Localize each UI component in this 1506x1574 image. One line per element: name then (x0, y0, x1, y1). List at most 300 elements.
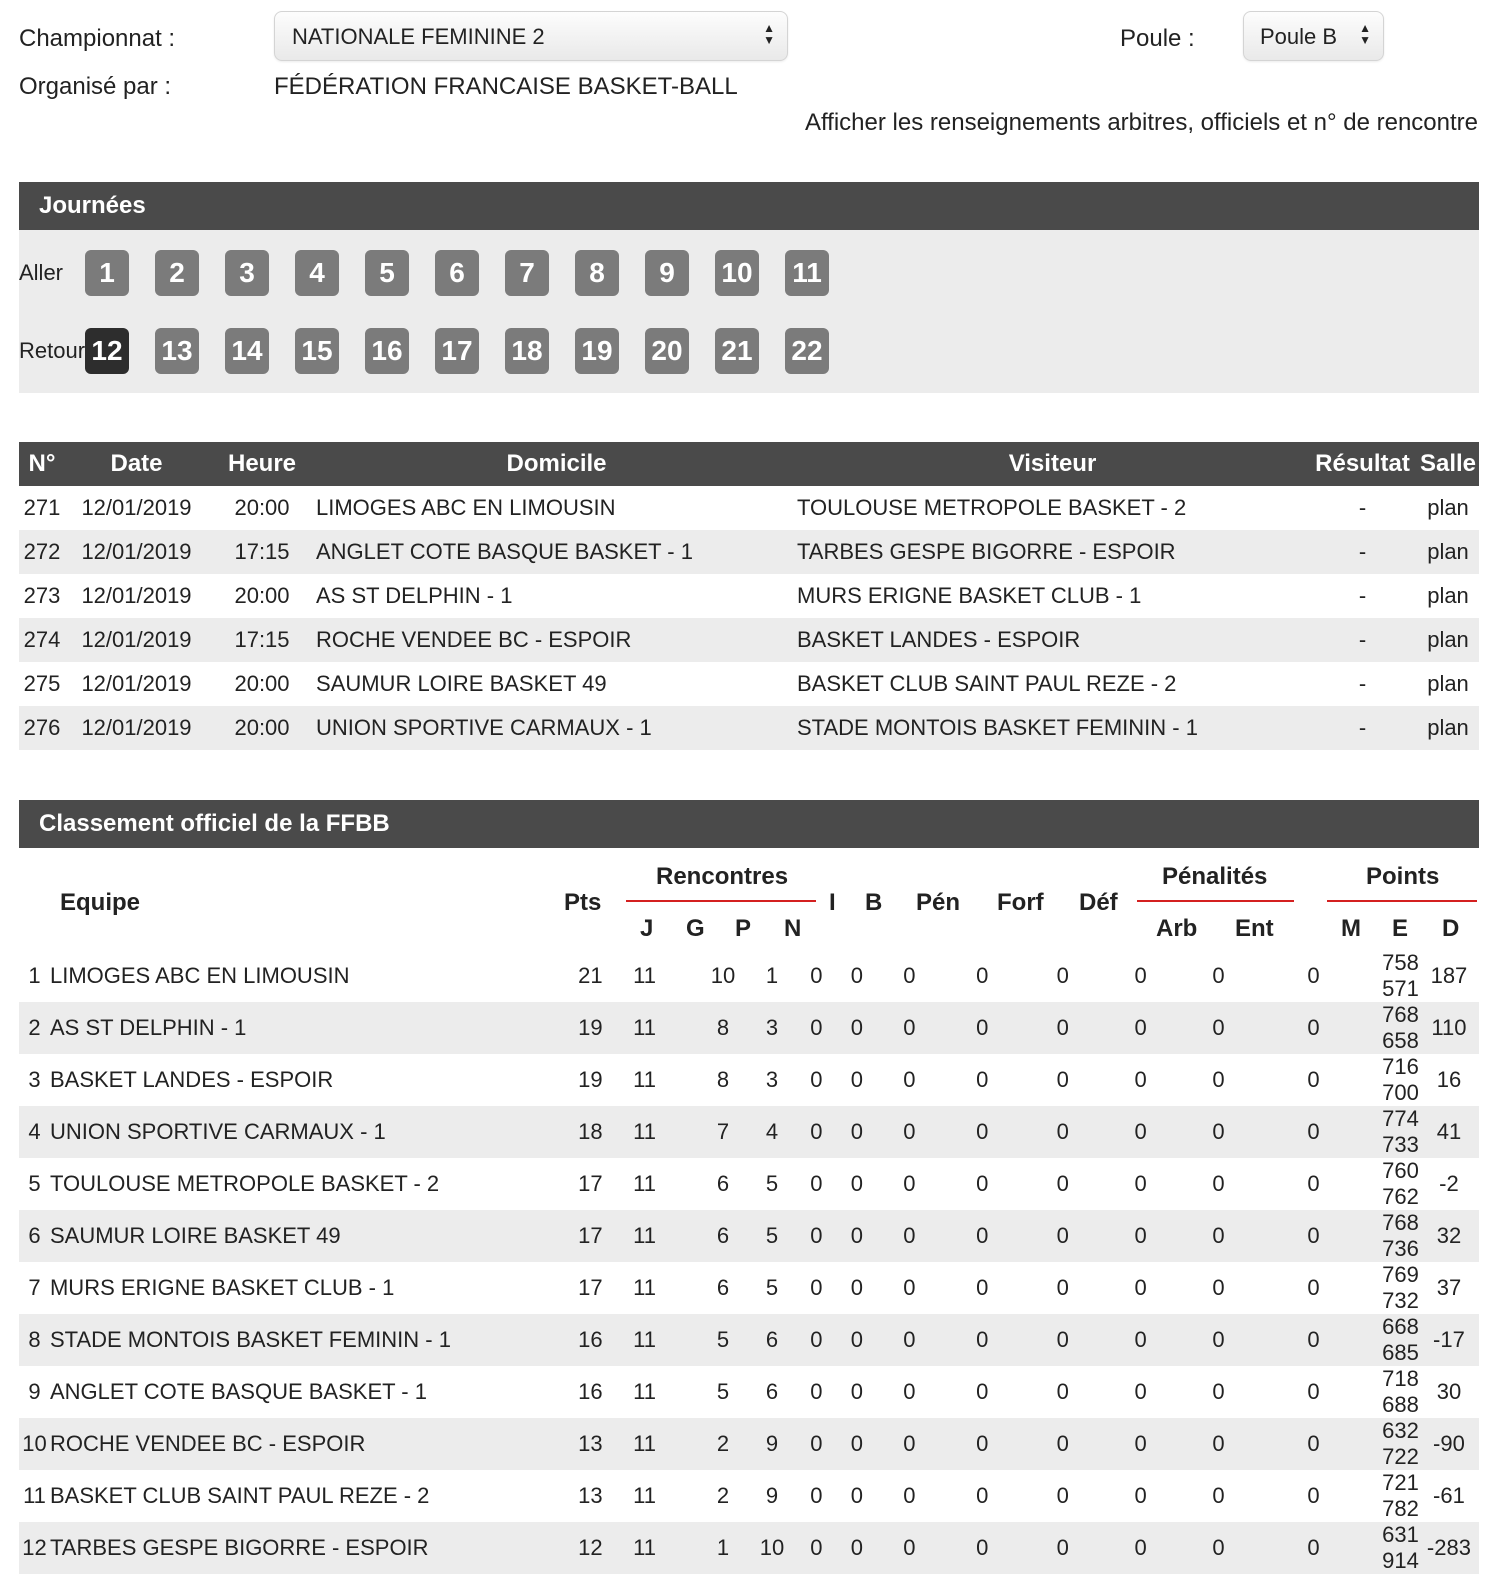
points-e: 782 (1382, 1496, 1419, 1521)
classement-def: 0 (1102, 1522, 1179, 1574)
journee-button-15[interactable]: 15 (295, 328, 339, 374)
journee-button-8[interactable]: 8 (575, 250, 619, 296)
points-e: 914 (1382, 1548, 1419, 1573)
classement-n: 0 (796, 1002, 836, 1054)
classement-b: 0 (877, 1418, 941, 1470)
classement-n: 0 (810, 963, 823, 988)
classement-i: 0 (850, 963, 864, 988)
points-me-cell (1369, 1418, 1419, 1470)
classement-def: 0 (1102, 1002, 1179, 1054)
classement-pen: 0 (976, 1171, 989, 1196)
game-visiteur: TOULOUSE METROPOLE BASKET - 2 (797, 495, 1187, 520)
journees-panel (19, 230, 1479, 393)
points-underline (1327, 900, 1477, 902)
col-m: M (1341, 915, 1361, 942)
col-domicile: Domicile (316, 442, 797, 486)
game-resultat: - (1308, 706, 1417, 750)
classement-pts: 17 (578, 1275, 603, 1300)
classement-rank: 10 (19, 1418, 50, 1470)
game-salle[interactable]: plan (1427, 495, 1469, 520)
game-date: 12/01/2019 (81, 671, 192, 696)
classement-arb: 0 (1179, 1106, 1258, 1158)
classement-pts: 19 (578, 1067, 603, 1092)
classement-team-name: TOULOUSE METROPOLE BASKET - 2 (49, 1171, 440, 1196)
retour-label: Retour (19, 338, 86, 363)
classement-pen: 0 (941, 1418, 1023, 1470)
points-me-cell (1369, 1366, 1419, 1418)
game-domicile: ANGLET COTE BASQUE BASKET - 1 (316, 530, 797, 574)
rencontre-row (19, 662, 1479, 706)
championnat-label: Championnat : (19, 25, 176, 52)
journee-button-3[interactable]: 3 (225, 250, 269, 296)
rencontre-row (19, 618, 1479, 662)
game-resultat: - (1308, 618, 1417, 662)
classement-def: 0 (1134, 1067, 1147, 1092)
classement-ent: 0 (1258, 1314, 1369, 1366)
classement-team-name: SAUMUR LOIRE BASKET 49 (50, 1210, 559, 1262)
classement-p: 3 (765, 1067, 779, 1092)
classement-n: 0 (810, 1067, 823, 1092)
game-visiteur: STADE MONTOIS BASKET FEMININ - 1 (797, 706, 1308, 750)
journee-button-6[interactable]: 6 (435, 250, 479, 296)
col-resultat: Résultat (1308, 442, 1417, 486)
classement-j: 11 (603, 1210, 687, 1262)
spacer-cell (687, 1418, 699, 1470)
classement-header: Classement officiel de la FFBB (19, 800, 1479, 848)
classement-j: 11 (603, 1002, 687, 1054)
classement-ent: 0 (1307, 1379, 1320, 1404)
classement-g: 5 (716, 1379, 730, 1404)
classement-i: 0 (850, 1483, 864, 1508)
classement-forf: 0 (1023, 1002, 1102, 1054)
journee-button-10[interactable]: 10 (715, 250, 759, 296)
classement-d: 32 (1419, 1210, 1479, 1262)
classement-b: 0 (877, 1522, 941, 1574)
classement-row (19, 1522, 1479, 1574)
game-heure: 20:00 (234, 495, 290, 520)
classement-rank: 8 (19, 1314, 50, 1366)
journee-button-22[interactable]: 22 (785, 328, 829, 374)
game-domicile: SAUMUR LOIRE BASKET 49 (316, 671, 607, 696)
game-domicile: ROCHE VENDEE BC - ESPOIR (316, 618, 797, 662)
classement-arb: 0 (1212, 1379, 1225, 1404)
classement-n: 0 (796, 1418, 836, 1470)
points-me-cell (1369, 1314, 1419, 1366)
rencontres-table (19, 442, 1479, 750)
classement-n: 0 (796, 1210, 836, 1262)
classement-j: 11 (633, 1379, 656, 1404)
points-e: 658 (1382, 1028, 1419, 1053)
classement-i: 0 (850, 1171, 864, 1196)
classement-d: 37 (1436, 1275, 1462, 1300)
classement-forf: 0 (1056, 963, 1069, 988)
classement-p: 3 (747, 1002, 796, 1054)
journee-button-2[interactable]: 2 (155, 250, 199, 296)
classement-ent: 0 (1307, 1067, 1320, 1092)
points-me-cell (1369, 1470, 1419, 1522)
classement-pen: 0 (976, 1483, 989, 1508)
classement-b: 0 (903, 1171, 916, 1196)
classement-rank: 4 (19, 1106, 50, 1158)
classement-i: 0 (850, 1379, 864, 1404)
points-me-cell (1369, 1210, 1419, 1262)
classement-def: 0 (1102, 1106, 1179, 1158)
col-d: D (1442, 915, 1460, 942)
classement-ent: 0 (1307, 1171, 1320, 1196)
classement-p: 4 (747, 1106, 796, 1158)
game-date: 12/01/2019 (65, 618, 208, 662)
poule-select[interactable] (1243, 11, 1384, 61)
classement-def: 0 (1102, 1210, 1179, 1262)
classement-n: 0 (810, 1275, 823, 1300)
classement-row (19, 1106, 1479, 1158)
rencontres-header-row (19, 442, 1479, 486)
rencontre-row (19, 486, 1479, 530)
classement-j: 11 (603, 1522, 687, 1574)
classement-rank: 6 (19, 1210, 50, 1262)
game-date: 12/01/2019 (81, 583, 192, 608)
classement-d: 41 (1419, 1106, 1479, 1158)
classement-n: 0 (796, 1314, 836, 1366)
classement-p: 6 (765, 1379, 779, 1404)
col-e: E (1392, 915, 1409, 942)
points-me-cell (1369, 1106, 1419, 1158)
journee-button-5[interactable]: 5 (365, 250, 409, 296)
classement-p: 1 (765, 963, 779, 988)
classement-p: 5 (765, 1275, 779, 1300)
classement-arb: 0 (1212, 1483, 1225, 1508)
classement-p: 6 (747, 1314, 796, 1366)
classement-j: 11 (603, 1106, 687, 1158)
classement-pts: 17 (578, 1171, 603, 1196)
points-m: 721 (1382, 1470, 1419, 1495)
championnat-value: NATIONALE FEMININE 2 (292, 24, 545, 49)
classement-i: 0 (836, 1106, 877, 1158)
classement-row (19, 1210, 1479, 1262)
game-domicile: AS ST DELPHIN - 1 (316, 583, 513, 608)
journee-button-17[interactable]: 17 (435, 328, 479, 374)
col-g: G (686, 915, 705, 942)
classement-g: 5 (699, 1314, 748, 1366)
journee-button-1[interactable]: 1 (85, 250, 129, 296)
classement-arb: 0 (1212, 1067, 1225, 1092)
journee-button-20[interactable]: 20 (645, 328, 689, 374)
rencontre-row (19, 530, 1479, 574)
points-me-cell (1369, 1158, 1419, 1210)
classement-d: -283 (1419, 1522, 1479, 1574)
points-e: 762 (1382, 1184, 1419, 1209)
classement-team-name: UNION SPORTIVE CARMAUX - 1 (50, 1106, 559, 1158)
points-e: 732 (1382, 1288, 1419, 1313)
classement-rank: 2 (19, 1002, 50, 1054)
points-m: 718 (1382, 1366, 1419, 1391)
penalites-underline (1137, 900, 1294, 902)
game-numero: 276 (19, 706, 65, 750)
classement-d: -90 (1419, 1418, 1479, 1470)
journee-button-13[interactable]: 13 (155, 328, 199, 374)
points-m: 768 (1382, 1002, 1419, 1027)
points-e: 736 (1382, 1236, 1419, 1261)
classement-g: 8 (699, 1002, 748, 1054)
classement-d: -2 (1439, 1171, 1459, 1196)
classement-pen: 0 (976, 963, 989, 988)
classement-rank: 1 (28, 963, 41, 988)
classement-forf: 0 (1056, 1067, 1069, 1092)
classement-b: 0 (903, 1379, 916, 1404)
col-pts: Pts (564, 889, 602, 916)
afficher-renseignements-link[interactable]: Afficher les renseignements arbitres, officiels et n° de rencontre (804, 109, 1478, 136)
col-i: I (829, 889, 836, 916)
col-equipe: Equipe (60, 889, 141, 916)
points-me-cell (1369, 1002, 1419, 1054)
spacer-cell (687, 1262, 699, 1314)
points-m: 760 (1382, 1158, 1419, 1183)
classement-pts: 16 (578, 1379, 603, 1404)
col-visiteur: Visiteur (797, 442, 1308, 486)
col-def: Déf (1079, 889, 1118, 916)
classement-d: 110 (1419, 1002, 1479, 1054)
championnat-select[interactable] (274, 11, 788, 61)
col-p: P (735, 915, 752, 942)
classement-n: 0 (796, 1522, 836, 1574)
classement-d: -61 (1433, 1483, 1465, 1508)
classement-forf: 0 (1023, 1106, 1102, 1158)
classement-def: 0 (1134, 1275, 1147, 1300)
classement-ent: 0 (1258, 1210, 1369, 1262)
game-salle[interactable]: plan (1417, 706, 1479, 750)
classement-forf: 0 (1023, 1314, 1102, 1366)
spacer-cell (687, 1002, 699, 1054)
classement-g: 1 (699, 1522, 748, 1574)
classement-j: 11 (633, 1275, 656, 1300)
classement-i: 0 (836, 1522, 877, 1574)
classement-arb: 0 (1179, 1522, 1258, 1574)
classement-rank: 12 (19, 1522, 50, 1574)
points-m: 768 (1382, 1210, 1419, 1235)
journees-header: Journées (19, 182, 1479, 230)
game-numero: 274 (19, 618, 65, 662)
select-arrows-icon: ▲ ▼ (1359, 21, 1371, 47)
journee-button-7[interactable]: 7 (505, 250, 549, 296)
col-points: Points (1366, 863, 1440, 890)
spacer-cell (687, 1470, 699, 1522)
select-arrows-icon: ▲ ▼ (763, 21, 775, 47)
classement-g: 2 (699, 1418, 748, 1470)
col-salle: Salle (1417, 442, 1479, 486)
points-me-cell (1369, 950, 1419, 1002)
classement-g: 7 (699, 1106, 748, 1158)
game-visiteur: BASKET LANDES - ESPOIR (797, 618, 1308, 662)
classement-pts: 13 (578, 1483, 603, 1508)
classement-j: 11 (633, 1067, 656, 1092)
classement-g: 10 (710, 963, 736, 988)
journee-button-16[interactable]: 16 (365, 328, 409, 374)
game-visiteur: TARBES GESPE BIGORRE - ESPOIR (797, 530, 1308, 574)
classement-team-name: BASKET CLUB SAINT PAUL REZE - 2 (49, 1483, 430, 1508)
game-domicile: LIMOGES ABC EN LIMOUSIN (316, 495, 616, 520)
journee-button-4[interactable]: 4 (295, 250, 339, 296)
spacer-cell (687, 1366, 699, 1418)
col-b: B (865, 889, 883, 916)
classement-g: 8 (716, 1067, 730, 1092)
journee-button-19[interactable]: 19 (575, 328, 619, 374)
classement-table (19, 950, 1479, 1574)
classement-ent: 0 (1258, 1418, 1369, 1470)
classement-team-name: MURS ERIGNE BASKET CLUB - 1 (49, 1275, 395, 1300)
game-heure: 17:15 (208, 618, 316, 662)
classement-d: 30 (1436, 1379, 1462, 1404)
classement-team-name: STADE MONTOIS BASKET FEMININ - 1 (50, 1314, 559, 1366)
classement-rank: 3 (28, 1067, 41, 1092)
spacer-cell (687, 1210, 699, 1262)
classement-ent: 0 (1258, 1002, 1369, 1054)
game-numero: 273 (23, 583, 61, 608)
rencontre-row (19, 706, 1479, 750)
classement-row (19, 1314, 1479, 1366)
col-numero: N° (19, 442, 65, 486)
col-j: J (640, 915, 654, 942)
game-salle[interactable]: plan (1417, 618, 1479, 662)
journee-button-21[interactable]: 21 (715, 328, 759, 374)
game-visiteur: BASKET CLUB SAINT PAUL REZE - 2 (797, 671, 1177, 696)
game-domicile: UNION SPORTIVE CARMAUX - 1 (316, 706, 797, 750)
classement-def: 0 (1102, 1314, 1179, 1366)
classement-forf: 0 (1056, 1275, 1069, 1300)
classement-ent: 0 (1307, 963, 1320, 988)
journee-button-18[interactable]: 18 (505, 328, 549, 374)
classement-row (19, 1262, 1479, 1314)
classement-p: 9 (747, 1418, 796, 1470)
classement-i: 0 (836, 1418, 877, 1470)
classement-d: -17 (1419, 1314, 1479, 1366)
game-salle[interactable]: plan (1417, 530, 1479, 574)
game-numero: 275 (23, 671, 61, 696)
classement-pen: 0 (941, 1106, 1023, 1158)
classement-b: 0 (877, 1314, 941, 1366)
game-date: 12/01/2019 (81, 495, 192, 520)
classement-ent: 0 (1307, 1483, 1320, 1508)
classement-def: 0 (1134, 963, 1147, 988)
col-ent: Ent (1235, 915, 1274, 942)
classement-b: 0 (877, 1002, 941, 1054)
classement-g: 6 (716, 1275, 730, 1300)
game-numero: 272 (19, 530, 65, 574)
classement-j: 11 (603, 1418, 687, 1470)
classement-g: 2 (716, 1483, 730, 1508)
organise-value: FÉDÉRATION FRANCAISE BASKET-BALL (274, 73, 738, 100)
points-e: 688 (1382, 1392, 1419, 1417)
classement-j: 11 (633, 1483, 656, 1508)
points-m: 774 (1382, 1106, 1419, 1131)
classement-pen: 0 (941, 1314, 1023, 1366)
classement-row (19, 1470, 1479, 1522)
game-resultat: - (1308, 530, 1417, 574)
points-e: 722 (1382, 1444, 1419, 1469)
classement-g: 6 (716, 1171, 730, 1196)
classement-forf: 0 (1056, 1171, 1069, 1196)
classement-rank: 11 (23, 1483, 46, 1508)
col-pen: Pén (916, 889, 961, 916)
classement-def: 0 (1102, 1418, 1179, 1470)
classement-forf: 0 (1023, 1210, 1102, 1262)
classement-arb: 0 (1179, 1210, 1258, 1262)
organise-label: Organisé par : (19, 73, 172, 100)
journee-button-9[interactable]: 9 (645, 250, 689, 296)
classement-ent: 0 (1307, 1275, 1320, 1300)
classement-n: 0 (796, 1106, 836, 1158)
classement-arb: 0 (1212, 1171, 1225, 1196)
journee-button-11[interactable]: 11 (785, 250, 829, 296)
journee-button-14[interactable]: 14 (225, 328, 269, 374)
col-penalites: Pénalités (1162, 863, 1268, 890)
game-heure: 20:00 (208, 706, 316, 750)
game-salle[interactable]: plan (1427, 671, 1469, 696)
points-e: 685 (1382, 1340, 1419, 1365)
classement-arb: 0 (1179, 1418, 1258, 1470)
col-n: N (784, 915, 802, 942)
classement-forf: 0 (1023, 1522, 1102, 1574)
col-arb: Arb (1156, 915, 1198, 942)
game-resultat: - (1358, 671, 1367, 696)
points-m: 668 (1382, 1314, 1419, 1339)
classement-d: 16 (1436, 1067, 1462, 1092)
rencontre-row (19, 574, 1479, 618)
classement-b: 0 (903, 1275, 916, 1300)
classement-g: 6 (699, 1210, 748, 1262)
game-date: 12/01/2019 (65, 706, 208, 750)
classement-row (19, 1366, 1479, 1418)
classement-def: 0 (1134, 1483, 1147, 1508)
classement-b: 0 (877, 1210, 941, 1262)
col-forf: Forf (997, 889, 1044, 916)
classement-pen: 0 (941, 1522, 1023, 1574)
game-date: 12/01/2019 (65, 530, 208, 574)
classement-forf: 0 (1056, 1483, 1069, 1508)
classement-forf: 0 (1056, 1379, 1069, 1404)
classement-row (19, 950, 1479, 1002)
points-e: 733 (1382, 1132, 1419, 1157)
col-rencontres: Rencontres (656, 863, 789, 890)
col-date: Date (65, 442, 208, 486)
spacer-cell (687, 1314, 699, 1366)
classement-pts: 12 (559, 1522, 603, 1574)
points-m: 716 (1382, 1054, 1419, 1079)
classement-n: 0 (810, 1483, 823, 1508)
journee-button-12[interactable]: 12 (85, 328, 129, 374)
classement-row (19, 1054, 1479, 1106)
classement-pts: 21 (578, 963, 603, 988)
game-heure: 20:00 (234, 583, 290, 608)
classement-pen: 0 (941, 1002, 1023, 1054)
classement-p: 10 (747, 1522, 796, 1574)
classement-pts: 19 (559, 1002, 603, 1054)
classement-arb: 0 (1212, 963, 1225, 988)
points-m: 631 (1382, 1522, 1419, 1547)
classement-i: 0 (836, 1002, 877, 1054)
classement-pen: 0 (976, 1379, 989, 1404)
classement-b: 0 (903, 963, 916, 988)
points-m: 758 (1382, 950, 1419, 975)
spacer-cell (687, 1158, 699, 1210)
classement-pts: 18 (559, 1106, 603, 1158)
classement-j: 11 (633, 963, 656, 988)
classement-rank: 5 (28, 1171, 41, 1196)
game-heure: 17:15 (208, 530, 316, 574)
classement-arb: 0 (1179, 1002, 1258, 1054)
classement-n: 0 (810, 1171, 823, 1196)
game-salle[interactable]: plan (1427, 583, 1469, 608)
game-numero: 271 (23, 495, 61, 520)
